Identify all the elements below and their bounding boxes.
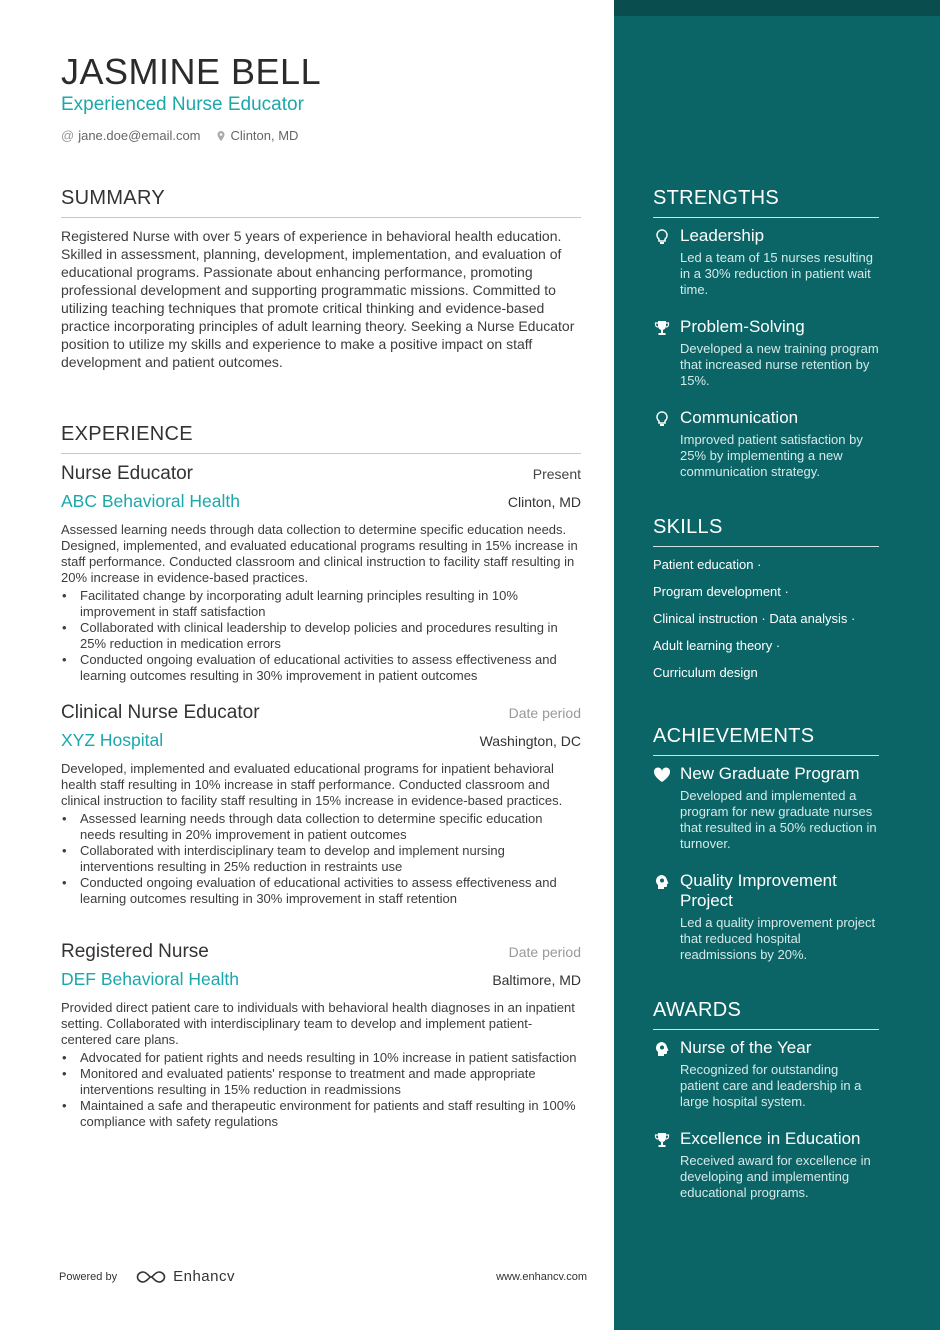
job-title: Clinical Nurse Educator: [61, 702, 260, 723]
candidate-name: JASMINE BELL: [61, 51, 322, 92]
achievement-title: New Graduate Program: [680, 764, 860, 783]
job-bullets: [61, 588, 581, 684]
powered-by-label: Powered by: [59, 1270, 118, 1283]
enhancv-logo[interactable]: [135, 1268, 235, 1285]
skill-line: Clinical instruction · Data analysis ·: [653, 611, 856, 626]
skill-line: Curriculum design: [653, 665, 758, 680]
lightbulb-icon: [653, 228, 671, 246]
job-entry: [61, 462, 581, 684]
candidate-title: Experienced Nurse Educator: [61, 94, 304, 115]
experience-heading: EXPERIENCE: [61, 423, 581, 454]
website-link[interactable]: www.enhancv.com: [496, 1270, 587, 1283]
award-title: Nurse of the Year: [680, 1038, 812, 1057]
job-bullet: • Assessed learning needs through data collection to determine specific education needs resulting in 20% improvement in patient outcomes: [61, 811, 581, 843]
strength-title: Problem-Solving: [680, 317, 805, 336]
job-bullet: • Maintained a safe and therapeutic environment for patients and staff resulting in 100% compliance with safety regulations: [61, 1098, 581, 1130]
job-entry: [61, 701, 581, 907]
job-location: Washington, DC: [479, 733, 581, 749]
location-text: Clinton, MD: [230, 128, 299, 143]
job-bullet: • Collaborated with interdisciplinary team to develop and implement nursing interventions resulting in 25% reduction in restraints use: [61, 843, 581, 875]
job-period: Date period: [508, 705, 581, 721]
trophy-icon: [653, 319, 671, 337]
job-period: Present: [532, 466, 581, 482]
achievement-item: [653, 871, 879, 963]
strength-desc: Led a team of 15 nurses resulting in a 30% reduction in patient wait time.: [680, 250, 873, 297]
infinity-logo-icon: [135, 1270, 167, 1284]
strength-title: Leadership: [680, 226, 765, 245]
achievements-heading: ACHIEVEMENTS: [653, 725, 879, 756]
strength-item: [653, 226, 879, 298]
footer-brand: [59, 1268, 235, 1285]
trophy-icon: [653, 1131, 671, 1149]
job-bullet: • Facilitated change by incorporating adult learning principles resulting in 10% improvement in staff satisfaction: [61, 588, 581, 620]
job-bullet: • Monitored and evaluated patients' response to treatment and made appropriate interventions resulting in 15% reduction in readmissions: [61, 1066, 581, 1098]
lightbulb-icon: [653, 410, 671, 428]
skill-line: Adult learning theory ·: [653, 638, 781, 653]
skill-line: Program development ·: [653, 584, 789, 599]
contact-email[interactable]: [61, 128, 201, 143]
award-item: [653, 1038, 879, 1110]
job-description: Provided direct patient care to individuals with behavioral health diagnoses in an inpatient setting. Collaborated with interdisciplinary team to develop and implement patient-centered care plans.: [61, 1000, 575, 1047]
job-entry: [61, 940, 581, 1130]
strength-desc: Developed a new training program that increased nurse retention by 15%.: [680, 341, 879, 388]
skill-line: Patient education ·: [653, 557, 762, 572]
contact-location: [215, 128, 299, 143]
job-bullet: • Conducted ongoing evaluation of educational activities to assess effectiveness and learning outcomes resulting in 30% improvement in staff retention: [61, 875, 581, 907]
job-description: Assessed learning needs through data collection to determine specific education needs. Designed, implemented, and evaluated educational programs resulting in 15% increase in staff performance. Conducted classroom and clinical instruction to facility staff resulting in 20% increase in evidence-based practices.: [61, 522, 578, 585]
skills-heading: SKILLS: [653, 516, 879, 547]
job-bullet: • Advocated for patient rights and needs resulting in 10% increase in patient satisfaction: [61, 1050, 581, 1066]
head-icon: [653, 1040, 671, 1058]
sidebar: [614, 0, 940, 1330]
summary-text: Registered Nurse with over 5 years of experience in behavioral health education. Skilled in assessment, planning, development, implementation, and evaluation of educational programs. Passionate about enhancing performance, promoting professional development and supporting programmatic missions. Committed to utilizing teaching techniques that promote critical thinking and evidence-based practice incorporating principles of adult learning theory. Seeking a Nurse Educator position to utilize my skills and experience to make a positive impact on staff development and patient outcomes.: [61, 228, 575, 370]
location-pin-icon: [215, 130, 227, 142]
heart-icon: [653, 766, 671, 784]
strength-item: [653, 317, 879, 389]
strength-desc: Improved patient satisfaction by 25% by implementing a new communication strategy.: [680, 432, 863, 479]
achievement-desc: Led a quality improvement project that reduced hospital readmissions by 20%.: [680, 915, 876, 962]
summary-heading: SUMMARY: [61, 187, 581, 218]
achievement-item: [653, 764, 879, 852]
award-title: Excellence in Education: [680, 1129, 861, 1148]
job-bullet: • Collaborated with clinical leadership to develop policies and procedures resulting in 25% reduction in medication errors: [61, 620, 581, 652]
strengths-heading: STRENGTHS: [653, 187, 879, 218]
job-period: Date period: [508, 944, 581, 960]
job-title: Nurse Educator: [61, 463, 194, 484]
job-company: XYZ Hospital: [61, 730, 164, 750]
strength-item: [653, 408, 879, 480]
job-location: Clinton, MD: [507, 494, 581, 510]
job-title: Registered Nurse: [61, 941, 209, 962]
award-desc: Received award for excellence in developing and implementing educational programs.: [680, 1153, 871, 1200]
job-company: DEF Behavioral Health: [61, 969, 239, 989]
job-bullets: [61, 811, 581, 907]
achievement-title: Quality Improvement Project: [680, 871, 837, 910]
head-icon: [653, 873, 671, 891]
contact-info: [61, 128, 298, 143]
achievement-desc: Developed and implemented a program for new graduate nurses that resulted in a 50% reduction in turnover.: [680, 788, 877, 851]
sidebar-top-bar: [614, 0, 940, 16]
job-company: ABC Behavioral Health: [61, 491, 240, 511]
email-text: jane.doe@email.com: [78, 128, 201, 143]
job-description: Developed, implemented and evaluated educational programs for inpatient behavioral health staff resulting in 10% increase in staff performance. Conducted classroom and clinical instruction to facility staff resulting in 15% increase in evidence-based practices.: [61, 761, 563, 808]
award-desc: Recognized for outstanding patient care and leadership in a large hospital system.: [680, 1062, 862, 1109]
job-bullets: [61, 1050, 581, 1130]
job-bullet: • Conducted ongoing evaluation of educational activities to assess effectiveness and learning outcomes resulting in 30% improvement in patient outcomes: [61, 652, 581, 684]
award-item: [653, 1129, 879, 1201]
at-icon: @: [61, 127, 75, 143]
page-footer: [59, 1268, 587, 1285]
brand-name: Enhancv: [173, 1268, 235, 1285]
strength-title: Communication: [680, 408, 799, 427]
job-location: Baltimore, MD: [492, 972, 581, 988]
awards-heading: AWARDS: [653, 999, 879, 1030]
